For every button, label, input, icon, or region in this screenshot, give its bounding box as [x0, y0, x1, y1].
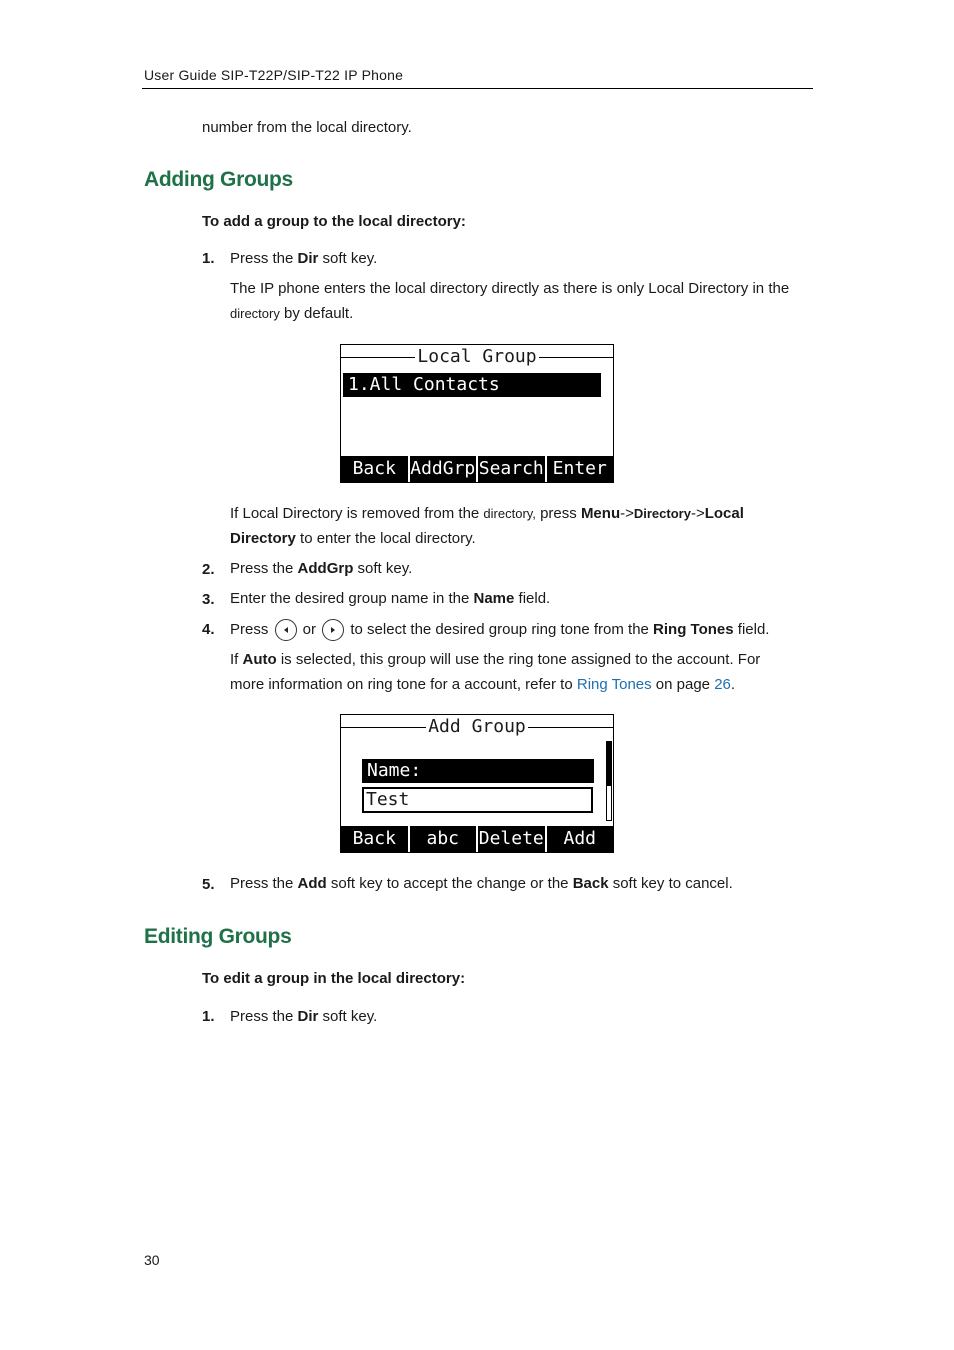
- softkey-add[interactable]: Add: [545, 826, 614, 852]
- paragraph-line: If Local Directory is removed from the directory, press Menu->Directory->Local: [230, 505, 744, 522]
- nav-right-key-icon: [322, 619, 344, 641]
- key-name: Dir: [297, 250, 319, 267]
- softkey-enter[interactable]: Enter: [545, 456, 614, 482]
- phone-lcd-add-group: [340, 714, 614, 853]
- step-number: 2.: [202, 561, 215, 578]
- step-text: Enter the desired group name in the Name field.: [230, 590, 551, 607]
- procedure-lead: To add a group to the local directory:: [202, 213, 466, 230]
- header-rule: [142, 88, 813, 89]
- lcd-softkey-bar: [341, 826, 613, 852]
- lcd-title: Add Group: [428, 716, 526, 737]
- link-page-26[interactable]: 26: [714, 676, 731, 693]
- step-text: Press the Add soft key to accept the change or the Back soft key to cancel.: [230, 875, 733, 892]
- softkey-back[interactable]: Back: [352, 458, 396, 479]
- lcd-name-field[interactable]: Test: [362, 787, 593, 813]
- step-text: Press or to select the desired group ring tone from the Ring Tones field.: [230, 619, 769, 641]
- step-text: Press the AddGrp soft key.: [230, 560, 413, 577]
- softkey-delete[interactable]: Delete: [476, 826, 545, 852]
- paragraph-line: The IP phone enters the local directory directly as there is only Local Directory in the: [230, 280, 790, 297]
- running-header: User Guide SIP-T22P/SIP-T22 IP Phone: [144, 67, 404, 83]
- page-number: 30: [144, 1252, 160, 1268]
- paragraph-line: Directory to enter the local directory.: [230, 530, 476, 547]
- step-text: Press the Dir soft key.: [230, 250, 378, 267]
- step-text: Press the Dir soft key.: [230, 1008, 378, 1025]
- step-number: 5.: [202, 876, 215, 893]
- lcd-softkey-bar: [341, 456, 613, 482]
- step-number: 1.: [202, 1008, 215, 1025]
- softkey-addgrp[interactable]: AddGrp: [408, 456, 477, 482]
- section-heading-adding-groups: Adding Groups: [144, 168, 293, 191]
- procedure-lead: To edit a group in the local directory:: [202, 970, 466, 987]
- step-number: 4.: [202, 621, 215, 638]
- lcd-title: Local Group: [417, 346, 537, 367]
- intro-line: number from the local directory.: [202, 119, 412, 136]
- step-number: 3.: [202, 591, 215, 608]
- link-ring-tones[interactable]: Ring Tones: [576, 676, 652, 693]
- paragraph-line: directory by default.: [230, 305, 354, 322]
- softkey-abc[interactable]: abc: [408, 826, 477, 852]
- softkey-search[interactable]: Search: [476, 456, 545, 482]
- section-heading-editing-groups: Editing Groups: [144, 925, 292, 948]
- lcd-scrollbar-track: [606, 785, 612, 821]
- lcd-scrollbar-thumb: [606, 741, 612, 785]
- lcd-selected-item: 1.All Contacts: [343, 373, 601, 397]
- paragraph-line: If Auto is selected, this group will use the ring tone assigned to the account. For: [230, 651, 761, 668]
- lcd-selected-item: Name:: [362, 759, 594, 783]
- nav-left-key-icon: [275, 619, 297, 641]
- paragraph-line: more information on ring tone for a account, refer to Ring Tones on page 26.: [230, 676, 736, 693]
- phone-lcd-local-group: [340, 344, 614, 483]
- softkey-back[interactable]: Back: [352, 828, 396, 849]
- step-number: 1.: [202, 250, 215, 267]
